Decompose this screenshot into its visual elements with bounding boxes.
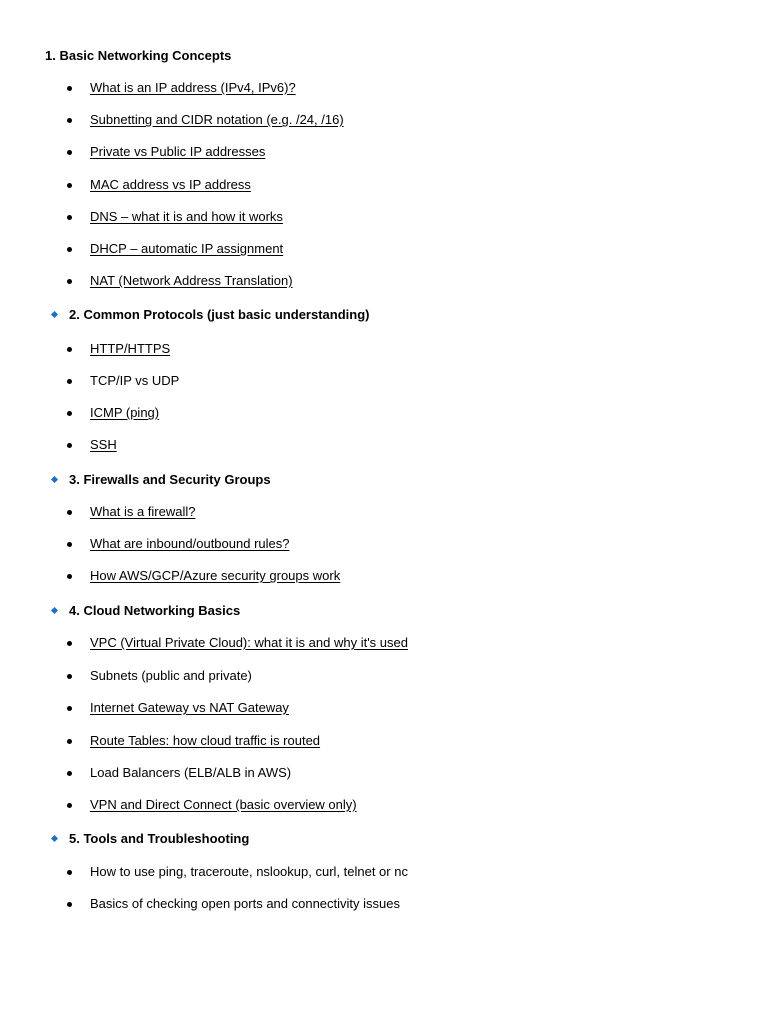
bullet-icon [67,803,72,808]
list-item-link[interactable]: DHCP – automatic IP assignment [90,241,284,256]
list-item-link[interactable]: Internet Gateway vs NAT Gateway [90,700,289,715]
list-item-link[interactable]: DNS – what it is and how it works [90,209,283,224]
bullet-icon [67,771,72,776]
list-item-link[interactable]: HTTP/HTTPS [90,341,171,356]
diamond-bullet-icon [51,607,58,614]
section-heading-4: 4. Cloud Networking Basics [69,603,241,618]
list-item-link[interactable]: How AWS/GCP/Azure security groups work [90,568,341,583]
list-item-link[interactable]: ICMP (ping) [90,405,160,420]
bullet-icon [67,641,72,646]
section-heading-2: 2. Common Protocols (just basic understanding) [69,307,370,322]
bullet-icon [67,674,72,679]
bullet-icon [67,443,72,448]
list-item-link[interactable]: Subnetting and CIDR notation (e.g. /24, /16) [90,112,344,127]
bullet-icon [67,574,72,579]
list-item-link[interactable]: NAT (Network Address Translation) [90,273,293,288]
bullet-icon [67,542,72,547]
bullet-icon [67,347,72,352]
bullet-icon [67,86,72,91]
bullet-icon [67,279,72,284]
bullet-icon [67,411,72,416]
list-item-link[interactable]: VPN and Direct Connect (basic overview only) [90,797,357,812]
bullet-icon [67,739,72,744]
list-item-text: How to use ping, traceroute, nslookup, curl, telnet or nc [90,864,408,879]
bullet-icon [67,118,72,123]
bullet-icon [67,902,72,907]
list-item-link[interactable]: Private vs Public IP addresses [90,144,266,159]
diamond-bullet-icon [51,476,58,483]
list-item-text: Basics of checking open ports and connectivity issues [90,896,401,911]
list-item-text: TCP/IP vs UDP [90,373,180,388]
list-item-link[interactable]: SSH [90,437,117,452]
list-item-text: Subnets (public and private) [90,668,252,683]
list-item-link[interactable]: Route Tables: how cloud traffic is routed [90,733,321,748]
list-item-link[interactable]: What is a firewall? [90,504,196,519]
list-item-link[interactable]: What are inbound/outbound rules? [90,536,290,551]
diamond-bullet-icon [51,311,58,318]
section-heading-1: 1. Basic Networking Concepts [45,48,232,63]
bullet-icon [67,215,72,220]
list-item-link[interactable]: MAC address vs IP address [90,177,251,192]
bullet-icon [67,150,72,155]
bullet-icon [67,379,72,384]
bullet-icon [67,510,72,515]
diamond-bullet-icon [51,835,58,842]
bullet-icon [67,247,72,252]
section-heading-5: 5. Tools and Troubleshooting [69,831,250,846]
bullet-icon [67,183,72,188]
list-item-link[interactable]: VPC (Virtual Private Cloud): what it is and why it's used [90,635,408,650]
list-item-text: Load Balancers (ELB/ALB in AWS) [90,765,292,780]
list-item-link[interactable]: What is an IP address (IPv4, IPv6)? [90,80,296,95]
bullet-icon [67,870,72,875]
section-heading-3: 3. Firewalls and Security Groups [69,472,271,487]
bullet-icon [67,706,72,711]
